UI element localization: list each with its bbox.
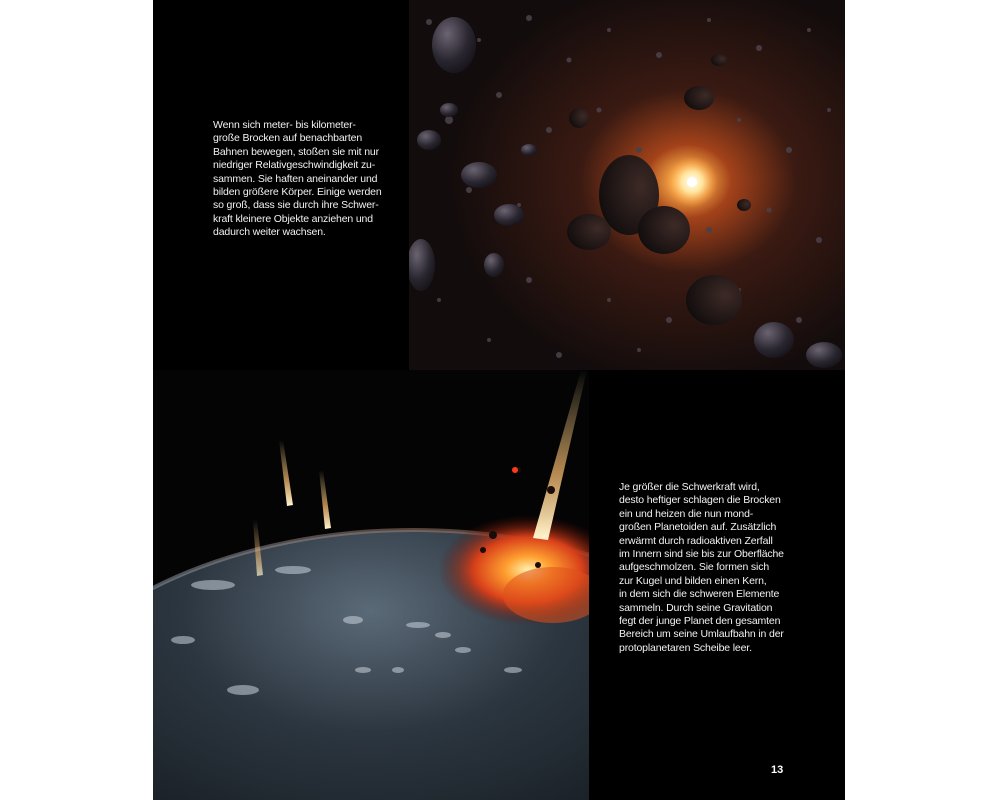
text-line: im Innern sind sie bis zur Oberfläche xyxy=(619,548,784,561)
text-line: dadurch weiter wachsen. xyxy=(213,226,326,239)
text-line: fegt der junge Planet den gesamten xyxy=(619,615,781,628)
intro-paragraph xyxy=(213,119,403,240)
text-line: Je größer die Schwerkraft wird, xyxy=(619,481,760,493)
text-line: ein und heizen die nun mond- xyxy=(619,507,754,520)
text-line: aufgeschmolzen. Sie formen sich xyxy=(619,561,770,574)
text-line: niedriger Relativgeschwindigkeit zu- xyxy=(213,159,376,172)
text-line: erwärmt durch radioaktiven Zerfall xyxy=(619,534,773,547)
planet-impact-image xyxy=(153,370,589,800)
text-line: Wenn sich meter- bis kilometer- xyxy=(213,119,356,131)
text-line: großen Planetoiden auf. Zusätzlich xyxy=(619,521,777,534)
text-line: in dem sich die schweren Elemente xyxy=(619,588,780,601)
asteroid-belt-image xyxy=(409,0,845,370)
text-line: zur Kugel und bilden einen Kern, xyxy=(619,574,767,587)
text-line: sammen. Sie haften aneinander und xyxy=(213,172,378,185)
book-page xyxy=(153,0,845,800)
text-line: sammeln. Durch seine Gravitation xyxy=(619,601,773,614)
text-line: so groß, dass sie durch ihre Schwer- xyxy=(213,199,379,212)
text-line: bilden größere Körper. Einige werden xyxy=(213,186,382,199)
page-number: 13 xyxy=(771,764,784,776)
text-line: Bereich um seine Umlaufbahn in der xyxy=(619,628,784,641)
asteroid-belt-illustration xyxy=(409,0,845,370)
text-line: desto heftiger schlagen die Brocken xyxy=(619,494,781,507)
text-line: kraft kleinere Objekte anziehen und xyxy=(213,212,373,225)
planet-impact-illustration xyxy=(153,370,589,800)
text-line: große Brocken auf benachbarten xyxy=(213,132,363,145)
gravity-paragraph xyxy=(619,481,819,655)
text-line: protoplanetaren Scheibe leer. xyxy=(619,641,752,654)
text-line: Bahnen bewegen, stoßen sie mit nur xyxy=(213,145,379,158)
